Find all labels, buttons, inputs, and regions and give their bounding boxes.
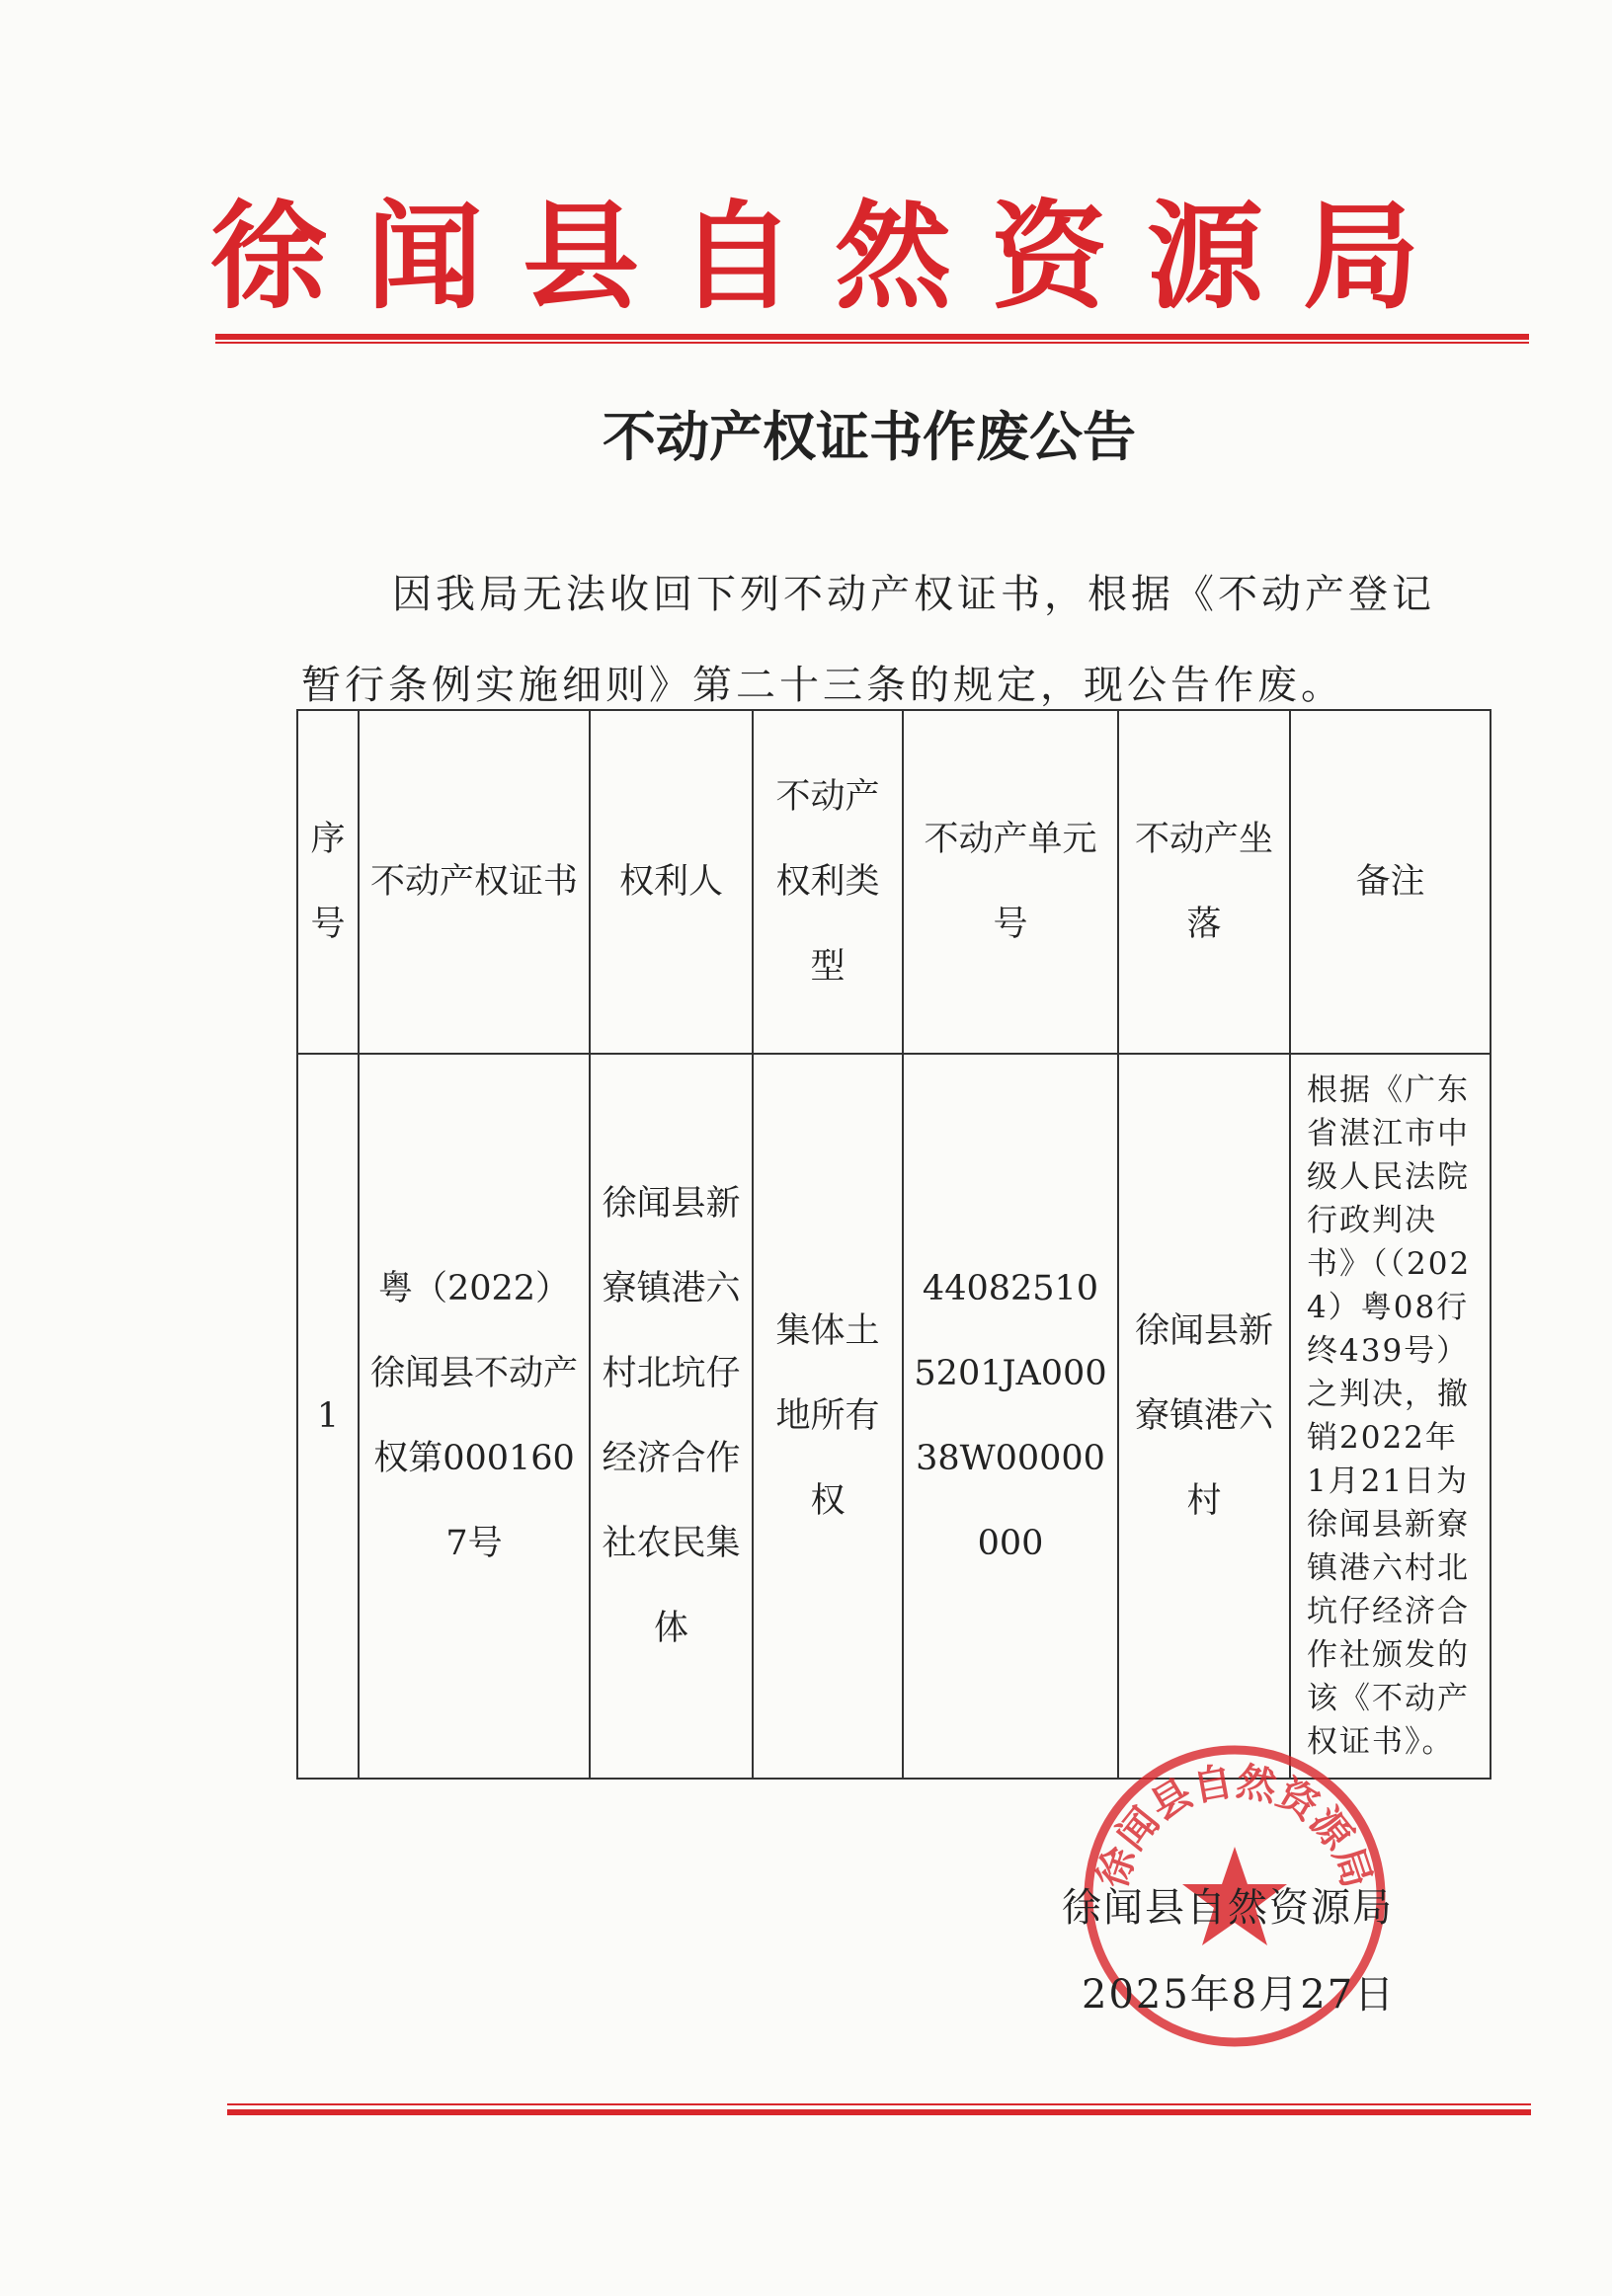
header-holder: 权利人 — [590, 710, 753, 1054]
cell-cert: 粤（2022）徐闻县不动产权第0001607号 — [359, 1054, 590, 1779]
cell-right-type: 集体土地所有权 — [753, 1054, 903, 1779]
org-header-title: 徐闻县自然资源局 — [209, 188, 1459, 325]
header-red-rule — [215, 334, 1529, 340]
header-seq: 序号 — [297, 710, 359, 1054]
cell-holder: 徐闻县新寮镇港六村北坑仔经济合作社农民集体 — [590, 1054, 753, 1779]
cell-remark: 根据《广东省湛江市中级人民法院行政判决书》（（2024）粤08行终439号）之判决，撤销2022年1月21日为徐闻县新寮镇港六村北坑仔经济合作社颁发的该《不动产权证书》。 — [1290, 1054, 1491, 1779]
header-location: 不动产坐落 — [1118, 710, 1290, 1054]
signature-org: 徐闻县自然资源局 — [1062, 1885, 1394, 1931]
certificate-table — [296, 709, 1491, 1780]
header-remark: 备注 — [1290, 710, 1491, 1054]
cell-unit-no: 440825105201JA00038W00000000 — [903, 1054, 1118, 1779]
cell-seq: 1 — [297, 1054, 359, 1779]
cell-location: 徐闻县新寮镇港六村 — [1118, 1054, 1290, 1779]
header-unit-no: 不动产单元号 — [903, 710, 1118, 1054]
footer-red-rule-thin — [227, 2103, 1531, 2105]
table-row — [297, 1054, 1491, 1779]
table-header-row — [297, 710, 1491, 1054]
signature-date: 2025年8月27日 — [1082, 1972, 1397, 2018]
notice-body-text: 因我局无法收回下列不动产权证书，根据《不动产登记暂行条例实施细则》第二十三条的规定，现公告作废。 — [301, 572, 1435, 708]
seal-text: 徐闻县自然资源局 — [1088, 1758, 1381, 1894]
header-red-rule-thin — [215, 342, 1529, 344]
header-right-type: 不动产权利类型 — [753, 710, 903, 1054]
notice-title: 不动产权证书作废公告 — [603, 406, 1136, 468]
header-cert: 不动产权证书 — [359, 710, 590, 1054]
footer-red-rule — [227, 2109, 1531, 2115]
